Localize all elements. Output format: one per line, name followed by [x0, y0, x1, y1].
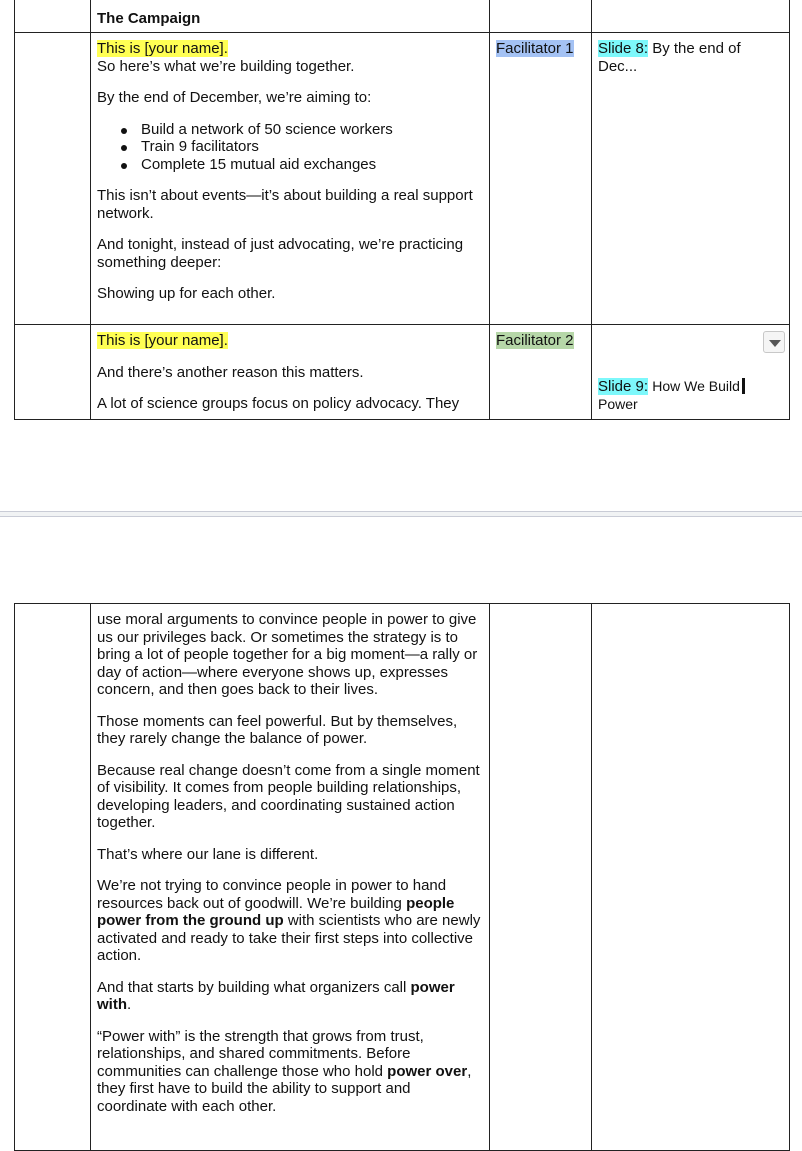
paragraph: [97, 877, 483, 965]
table-cell[interactable]: [15, 33, 91, 325]
section-header: The Campaign: [97, 10, 201, 27]
list-item: Build a network of 50 science workers: [141, 121, 483, 139]
bold-text: power over: [387, 1062, 468, 1080]
paragraph: Because real change doesn’t come from a single moment of visibility. It comes from people building relationships, developing leaders, and coordinating sustained action together.: [97, 761, 480, 831]
text-run: with scientists who are newly activated and ready to take their first steps into collective action.: [97, 912, 481, 964]
table-cell[interactable]: [490, 0, 592, 33]
text-run: “Power with” is the strength that grows from trust, relationships, and shared commitments. Before communities can challenge those who hold: [97, 1027, 424, 1080]
text-run: We’re not trying to convince people in power to hand resources back out of goodwill. We’re building: [97, 877, 447, 912]
goals-list: [97, 121, 483, 174]
table-row: [15, 0, 790, 33]
document-page-2: [0, 517, 802, 1128]
text-run: .: [127, 996, 132, 1013]
facilitator-cell[interactable]: [490, 325, 592, 420]
slide-cell[interactable]: [592, 325, 790, 420]
script-cell[interactable]: [91, 325, 490, 420]
paragraph: And there’s another reason this matters.: [97, 363, 364, 381]
section-header-cell[interactable]: [91, 0, 490, 33]
table-cell[interactable]: [592, 0, 790, 33]
paragraph: And tonight, instead of just advocating, we’re practicing something deeper:: [97, 236, 464, 271]
table-cell[interactable]: [15, 604, 91, 1151]
paragraph: [97, 979, 483, 1014]
paragraph: That’s where our lane is different.: [97, 845, 319, 863]
list-item: Train 9 facilitators: [141, 138, 483, 156]
text-run: , they first have to build the ability to support and coordinate with each other.: [97, 1062, 472, 1115]
facilitator-chip[interactable]: Facilitator 2: [496, 332, 574, 349]
list-item: Complete 15 mutual aid exchanges: [141, 156, 483, 174]
slide-tag: Slide 8:: [598, 40, 649, 57]
table-cell[interactable]: [15, 0, 91, 33]
slide-description-cont: Power: [598, 395, 638, 412]
paragraph: A lot of science groups focus on policy advocacy. They: [97, 395, 460, 412]
script-table-continued: [14, 603, 790, 1151]
facilitator-cell[interactable]: [490, 33, 592, 325]
bold-text: power with: [97, 978, 455, 1013]
paragraph: By the end of December, we’re aiming to:: [97, 89, 372, 106]
table-row: [15, 604, 790, 1151]
table-row: [15, 325, 790, 420]
table-row: [15, 33, 790, 325]
slide-description: How We Build: [652, 378, 740, 394]
paragraph: This isn’t about events—it’s about building a real support network.: [97, 187, 473, 222]
name-placeholder: This is [your name].: [97, 332, 228, 349]
table-cell[interactable]: [15, 325, 91, 420]
paragraph: use moral arguments to convince people in power to give us our privileges back. Or sometimes the strategy is to bring a lot of people together for a big moment—a rally or day of action—where everyone shows up, expresses concern, and then goes back to their lives.: [97, 611, 478, 698]
script-table: [14, 0, 790, 420]
intro-line: [97, 40, 483, 58]
paragraph: [97, 332, 483, 350]
facilitator-chip[interactable]: Facilitator 1: [496, 40, 574, 57]
slide-description: By the end of Dec...: [598, 40, 741, 75]
slide-cell[interactable]: [592, 33, 790, 325]
script-cell[interactable]: [91, 33, 490, 325]
document-page-1: [0, 0, 802, 512]
bold-text: people power from the ground up: [97, 894, 455, 929]
chevron-down-icon[interactable]: [763, 331, 785, 353]
paragraph: Those moments can feel powerful. But by themselves, they rarely change the balance of power.: [97, 712, 458, 747]
table-cell[interactable]: [592, 604, 790, 1151]
name-placeholder: This is [your name].: [97, 40, 228, 57]
paragraph: So here’s what we’re building together.: [97, 57, 355, 75]
paragraph: Showing up for each other.: [97, 285, 276, 302]
script-cell[interactable]: [91, 604, 490, 1151]
table-cell[interactable]: [490, 604, 592, 1151]
text-run: And that starts by building what organizers call: [97, 978, 411, 996]
text-cursor: [742, 378, 745, 394]
slide-tag: Slide 9:: [598, 378, 649, 395]
paragraph: [97, 1028, 483, 1116]
